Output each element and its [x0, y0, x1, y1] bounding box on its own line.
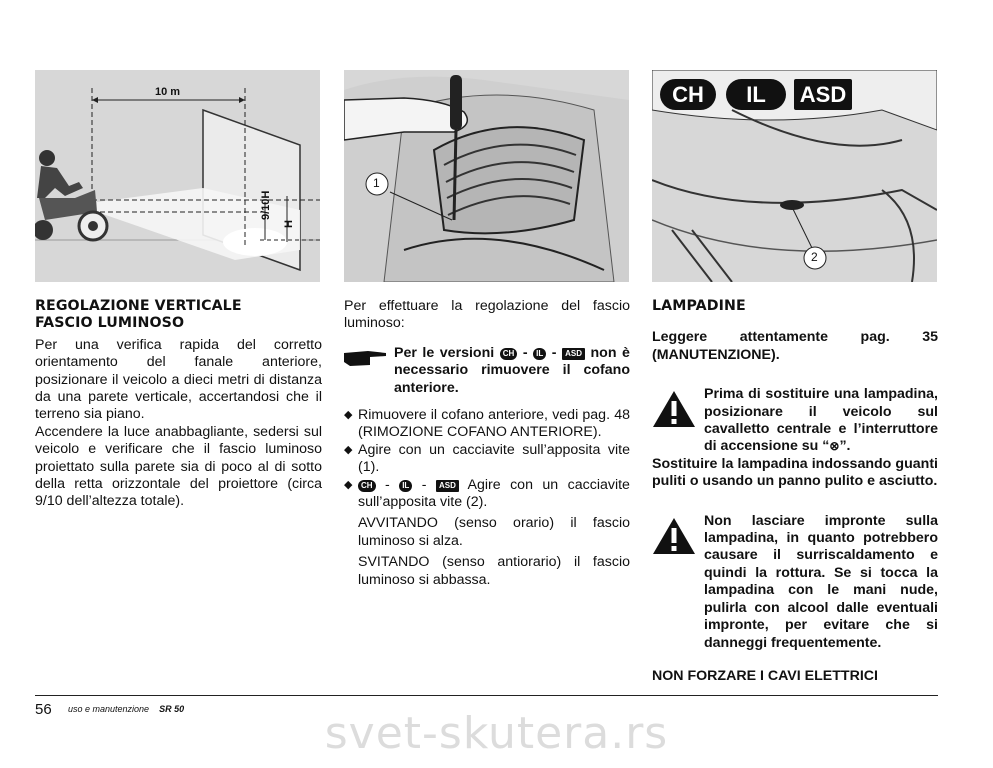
ignition-off-icon: ⊗: [829, 439, 840, 454]
warning-triangle-icon: [652, 390, 696, 428]
dash: -: [522, 344, 528, 361]
watermark: svet-skutera.rs: [324, 708, 669, 759]
warning-text: Non lasciare impronte sulla lampadina, in quanto potrebbero causare il surriscaldamento e quindi la rottura. Se si tocca la lampadina con le mani nude, pulirla con alcool dalle eventuali impronte, per evitare che si danneggi frequentemente.: [704, 512, 938, 651]
reference-text: Leggere attentamente pag. 35 (MANUTENZIONE).: [652, 329, 938, 363]
badge-il: IL: [533, 348, 546, 360]
paragraph: Accendere la luce anabbagliante, sedersi sul veicolo e verificare che il fascio luminoso proiettato sulla parete sia di poco al di sotto della retta orizzontale del proiettore (circa 9/10 dell’altezza totale).: [35, 423, 322, 510]
warning-text-b: ”.: [839, 438, 851, 455]
final-warning: NON FORZARE I CAVI ELETTRICI: [652, 667, 878, 684]
column-vertical-adjustment: [35, 298, 322, 511]
badge-il: IL: [726, 79, 786, 110]
badge-ch: CH: [660, 79, 716, 110]
list-item-text: Agire con un cacciavite sull’apposita vite (1).: [358, 441, 630, 476]
paragraph: SVITANDO (senso antiorario) il fascio luminoso si abbassa.: [358, 554, 630, 588]
diamond-bullet-icon: ◆: [344, 409, 353, 422]
page-number: 56: [35, 701, 52, 718]
headlight-aim-figure: [35, 70, 320, 282]
badge-ch: CH: [500, 348, 518, 360]
badge-asd: ASD: [436, 480, 459, 492]
dash: -: [551, 344, 557, 361]
paragraph: AVVITANDO (senso orario) il fascio luminoso si alza.: [358, 515, 630, 549]
note-suffix: non è necessario rimuovere il cofano anteriore.: [394, 344, 630, 396]
height-label-h: H: [283, 220, 295, 228]
intro-text: Per effettuare la regolazione del fascio luminoso:: [344, 298, 630, 332]
heading-line-2: FASCIO LUMINOSO: [35, 315, 185, 332]
pointing-hand-icon: [344, 347, 388, 367]
footer-model: SR 50: [159, 704, 185, 714]
warning-text-a: Prima di sostituire una lampadina, posizionare il veicolo sul cavalletto centrale e l’interruttore di accensione su “: [704, 386, 938, 455]
callout-2: 2: [811, 250, 818, 264]
footer-manual-name: uso e manutenzione: [68, 704, 150, 714]
diamond-bullet-icon: ◆: [344, 478, 353, 491]
list-item: [344, 442, 630, 477]
warning-block: [652, 386, 938, 490]
version-note: [344, 345, 630, 397]
badge-il: IL: [399, 480, 412, 492]
list-item: [344, 407, 630, 442]
screwdriver-adjust-figure: [344, 70, 629, 282]
height-label-ninetenths: 9/10H: [260, 190, 272, 220]
paragraph: Per una verifica rapida del corretto orientamento del fanale anteriore, posizionare il veicolo a dieci metri di distanza da una parete verticale, accertandosi che il terreno sia piano.: [35, 336, 322, 423]
note-prefix: Per le versioni: [394, 344, 495, 361]
column-bulbs: [652, 298, 938, 685]
warning-block: [652, 513, 938, 652]
section-heading: [35, 298, 322, 333]
list-item: [344, 477, 630, 512]
dash: -: [421, 476, 427, 493]
distance-label: 10 m: [155, 86, 181, 98]
screw-2-figure: [652, 70, 937, 282]
callout-1: 1: [373, 176, 380, 190]
column-adjustment-steps: [344, 298, 630, 589]
section-heading: LAMPADINE: [652, 298, 746, 314]
badge-asd: ASD: [794, 79, 852, 110]
dash: -: [385, 476, 390, 493]
steps-list: [344, 407, 630, 511]
list-item-text: Agire con un cacciavite sull’apposita vite (2).: [358, 476, 630, 511]
badge-asd: ASD: [562, 348, 585, 360]
list-item-text: Rimuovere il cofano anteriore, vedi pag. 48 (RIMOZIONE COFANO ANTERIORE).: [358, 407, 630, 441]
warning-triangle-icon: [652, 517, 696, 555]
badge-ch: CH: [358, 480, 376, 492]
footer-divider: [35, 695, 938, 696]
diamond-bullet-icon: ◆: [344, 443, 353, 456]
heading-line-1: REGOLAZIONE VERTICALE: [35, 298, 242, 314]
warning-text: Sostituire la lampadina indossando guanti puliti o usando un panno pulito e asciutto.: [652, 455, 938, 490]
